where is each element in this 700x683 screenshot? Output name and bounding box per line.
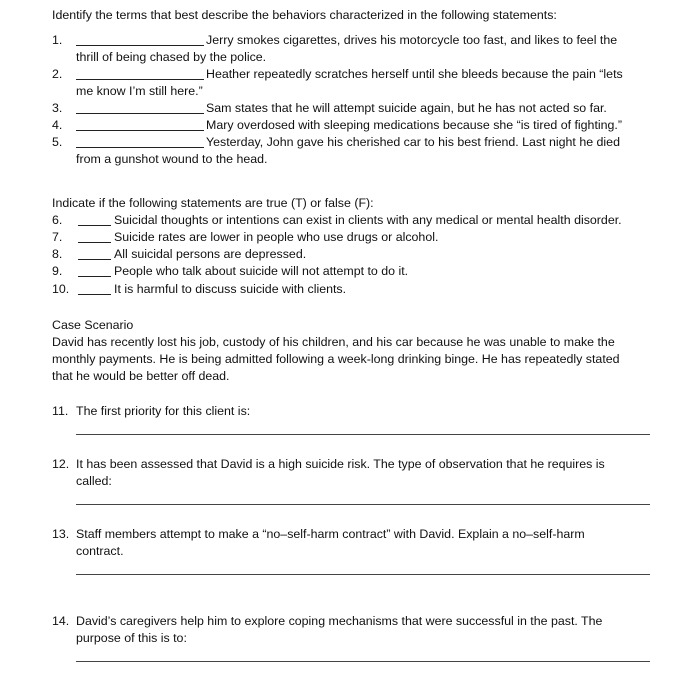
item-text: me know I’m still here.” bbox=[76, 84, 203, 98]
answer-line[interactable] bbox=[76, 504, 650, 505]
item-number: 2. bbox=[52, 67, 63, 81]
item-number: 6. bbox=[52, 213, 63, 227]
question-text: contract. bbox=[76, 544, 124, 558]
case-scenario-text: that he would be better off dead. bbox=[52, 369, 230, 383]
case-scenario-title: Case Scenario bbox=[52, 318, 134, 332]
item-text: Suicidal thoughts or intentions can exist in clients with any medical or mental health disorder. bbox=[114, 213, 622, 227]
item-number: 4. bbox=[52, 118, 63, 132]
tf-answer-blank[interactable] bbox=[78, 294, 111, 295]
question-number: 12. bbox=[52, 457, 70, 471]
item-text: Sam states that he will attempt suicide again, but he has not acted so far. bbox=[206, 101, 607, 115]
case-scenario-text: David has recently lost his job, custody of his children, and his car because he was unable to make the bbox=[52, 335, 615, 349]
case-scenario-text: monthly payments. He is being admitted following a week-long drinking binge. He has repeatedly stated bbox=[52, 352, 620, 366]
answer-blank[interactable] bbox=[76, 79, 204, 80]
question-number: 13. bbox=[52, 527, 70, 541]
item-text: Jerry smokes cigarettes, drives his motorcycle too fast, and likes to feel the bbox=[206, 33, 618, 47]
answer-line[interactable] bbox=[76, 661, 650, 662]
item-text: from a gunshot wound to the head. bbox=[76, 152, 268, 166]
item-number: 8. bbox=[52, 247, 63, 261]
item-number: 7. bbox=[52, 230, 63, 244]
item-text: People who talk about suicide will not attempt to do it. bbox=[114, 264, 409, 278]
answer-blank[interactable] bbox=[76, 45, 204, 46]
question-number: 14. bbox=[52, 614, 70, 628]
item-text: It is harmful to discuss suicide with clients. bbox=[114, 282, 347, 296]
item-text: Suicide rates are lower in people who use drugs or alcohol. bbox=[114, 230, 439, 244]
question-text: Staff members attempt to make a “no–self-harm contract” with David. Explain a no–self-harm bbox=[76, 527, 585, 541]
tf-answer-blank[interactable] bbox=[78, 276, 111, 277]
item-text: Mary overdosed with sleeping medications because she “is tired of fighting.” bbox=[206, 118, 622, 132]
question-text: purpose of this is to: bbox=[76, 631, 187, 645]
item-number: 10. bbox=[52, 282, 70, 296]
tf-answer-blank[interactable] bbox=[78, 259, 111, 260]
question-text: called: bbox=[76, 474, 112, 488]
answer-blank[interactable] bbox=[76, 147, 204, 148]
tf-answer-blank[interactable] bbox=[78, 242, 111, 243]
item-number: 9. bbox=[52, 264, 63, 278]
item-number: 3. bbox=[52, 101, 63, 115]
item-text: Yesterday, John gave his cherished car to his best friend. Last night he died bbox=[206, 135, 620, 149]
instructions-true-false: Indicate if the following statements are true (T) or false (F): bbox=[52, 196, 374, 210]
tf-answer-blank[interactable] bbox=[78, 225, 111, 226]
instructions-identify: Identify the terms that best describe the behaviors characterized in the following statements: bbox=[52, 8, 557, 22]
item-text: thrill of being chased by the police. bbox=[76, 50, 267, 64]
answer-line[interactable] bbox=[76, 434, 650, 435]
item-text: All suicidal persons are depressed. bbox=[114, 247, 307, 261]
question-number: 11. bbox=[52, 404, 69, 418]
question-text: It has been assessed that David is a high suicide risk. The type of observation that he requires is bbox=[76, 457, 605, 471]
answer-blank[interactable] bbox=[76, 130, 204, 131]
answer-blank[interactable] bbox=[76, 113, 204, 114]
question-text: The first priority for this client is: bbox=[76, 404, 251, 418]
item-number: 1. bbox=[52, 33, 63, 47]
item-text: Heather repeatedly scratches herself until she bleeds because the pain “lets bbox=[206, 67, 623, 81]
item-number: 5. bbox=[52, 135, 63, 149]
answer-line[interactable] bbox=[76, 574, 650, 575]
question-text: David’s caregivers help him to explore coping mechanisms that were successful in the past. The bbox=[76, 614, 603, 628]
